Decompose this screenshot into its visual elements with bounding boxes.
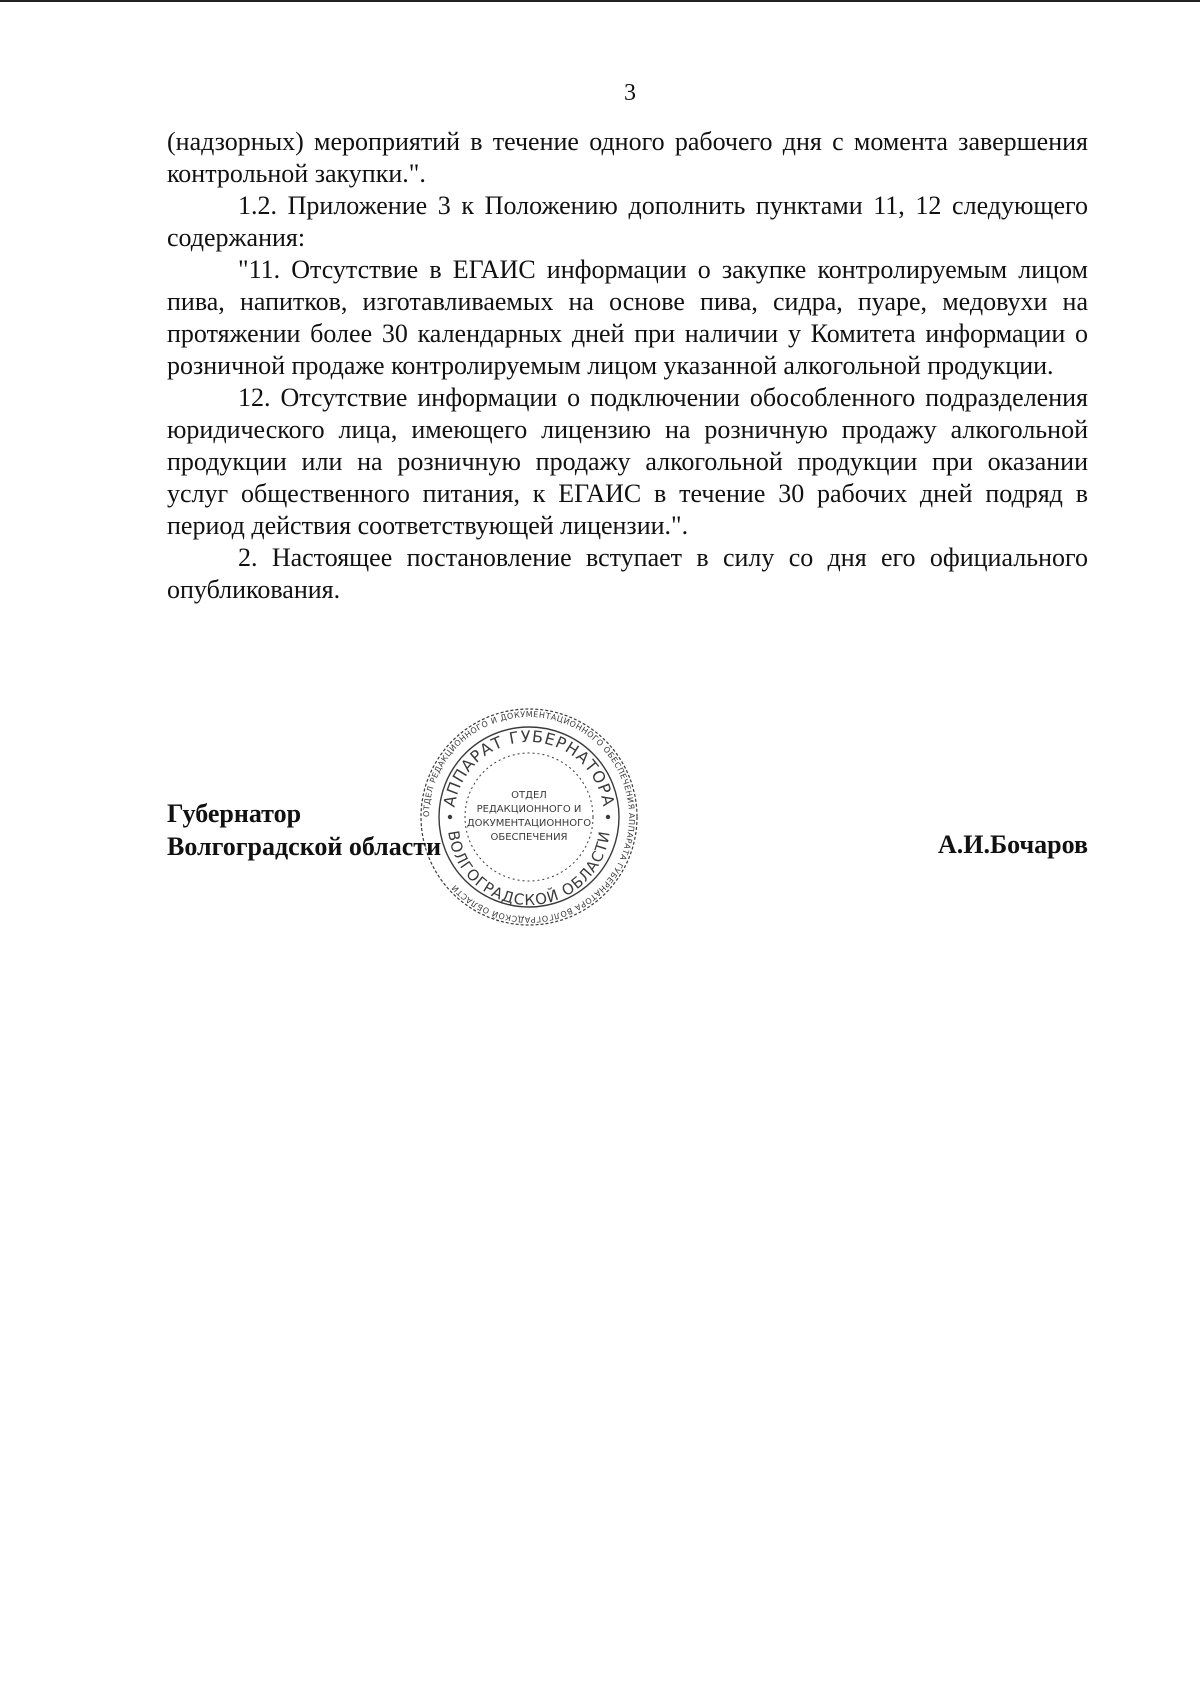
- stamp-ring-top-text: АППАРАТ ГУБЕРНАТОРА: [439, 726, 619, 809]
- stamp-star-left-icon: [448, 815, 452, 819]
- signatory-name: А.И.Бочаров: [937, 830, 1088, 859]
- page-top-border: [0, 0, 1200, 2]
- page-number: 3: [624, 80, 636, 106]
- paragraph-2: 2. Настоящее постановление вступает в силу со дня его официального опубликования.: [167, 543, 1088, 604]
- signatory-position-line-1: Губернатор: [167, 799, 302, 828]
- stamp-center-line-1: ОТДЕЛ: [511, 790, 547, 801]
- signatory-position: [167, 797, 441, 863]
- paragraph-item-11: "11. Отсутствие в ЕГАИС информации о закупке контролируемым лицом пива, напитков, изготавливаемых на основе пива, сидра, пуаре, медовухи на протяжении более 30 календарных дней при наличии у Комитета информации о розничной продаже контролируемым лицом указанной алкогольной продукции.: [167, 255, 1088, 380]
- stamp-ring-bottom-text: ВОЛГОГРАДСКОЙ ОБЛАСТИ: [444, 829, 614, 910]
- stamp-outer-text: ОТДЕЛ РЕДАКЦИОННОГО И ДОКУМЕНТАЦИОННОГО ОБЕСПЕЧЕНИЯ АППАРАТА ГУБЕРНАТОРА ВОЛГОГРАДСКОЙ ОБЛАСТИ: [421, 709, 637, 925]
- paragraph-1-2: 1.2. Приложение 3 к Положению дополнить пунктами 11, 12 следующего содержания:: [167, 191, 1088, 252]
- stamp-star-right-icon: [606, 815, 610, 819]
- signatory-position-line-2: Волгоградской области: [167, 832, 442, 861]
- document-body: [167, 126, 1088, 606]
- paragraph-continuation: (надзорных) мероприятий в течение одного рабочего дня с момента завершения контрольной закупки.".: [167, 127, 1088, 188]
- stamp-center-line-3: ДОКУМЕНТАЦИОННОГО: [466, 818, 592, 829]
- stamp-center-line-2: РЕДАКЦИОННОГО И: [476, 804, 582, 815]
- official-stamp: [418, 706, 640, 928]
- stamp-center-line-4: ОБЕСПЕЧЕНИЯ: [490, 832, 568, 843]
- paragraph-item-12: 12. Отсутствие информации о подключении обособленного подразделения юридического лица, имеющего лицензию на розничную продажу алкогольной продукции или на розничную продажу алкогольной продукции при оказании услуг общественного питания, к ЕГАИС в течение 30 рабочих дней подряд в период действия соответствующей лицензии.".: [167, 383, 1088, 540]
